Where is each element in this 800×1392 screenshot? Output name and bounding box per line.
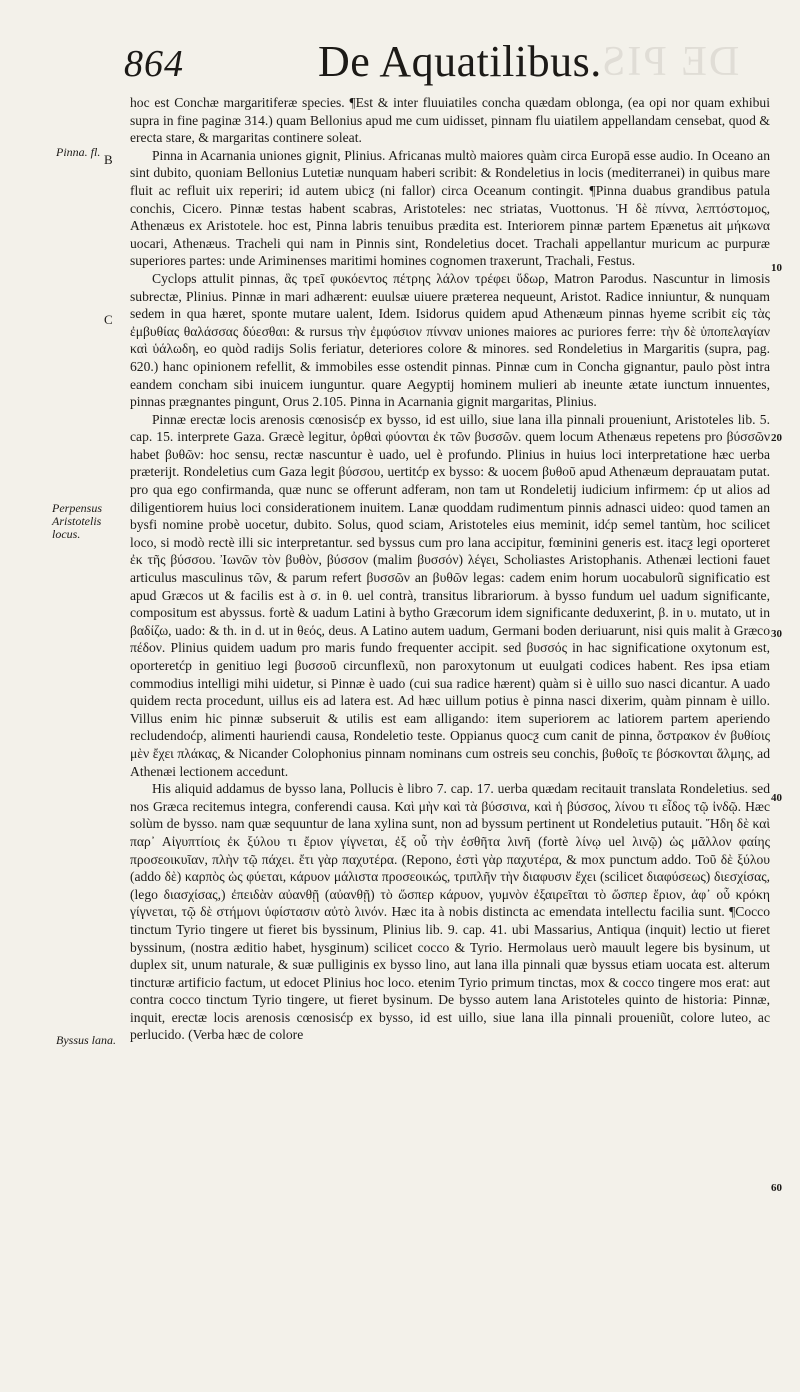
show-through-text: DE PIS (600, 39, 740, 85)
section-letter-b: B (104, 152, 113, 167)
running-title: De Aquatilibus. (318, 37, 602, 86)
margin-note-pinna: Pinna. fl. (56, 145, 101, 159)
paragraph-5: His aliquid addamus de bysso lana, Pollucis è libro 7. cap. 17. uerba quædam recitauit translata Rondeletius. sed nos Græca recitemus integra, conferendi causa. Καὶ μὴν καὶ τὰ βύσσινα, καὶ ἡ βύσσος, λίνου τι εἶδος τῷ ἰνδῷ. Hæc solùm de bysso. nam quæ sequuntur de lana xylina sunt, non ad byssum pertinent ut Rondeletius putauit. Ἤδη δὲ καὶ παρ᾽ Αἰγυπτίοις ἐκ ξύλου τι ἔριον γίγνεται, ἐξ οὗ τὴν ἐσθῆτα λινῆ (fortè λίνῳ uel λινῷ) ὡς μᾶλλον φαίης προσεοικυῖαν, πλὴν τῷ πάχει. ἔτι γὰρ παχυτέρα. (Repono, ἐστὶ γὰρ παχυτέρα, & mox punctum addo. Τοῦ δὲ ξύλου (addo δὲ) καρπὸς ὡς φύεται, κάρυον μάλιστα προσεοικώς, τριπλῆν τὴν διαφυσιν ἔχει (scilicet διαφύσεως) διεσχίσας, (lego διασχίσας,) ἐπειδὰν αὐανθῇ (αὐανθῇ) τὸ ὥσπερ κάρυον, γυμνὸν ἐξαιρεῖται τὸ ὥσπερ ἔριον, ἀφ᾽ οὗ κρόκη γίγνεται, τῷ δὲ στήμονι ὑφίστασιν αὐτὸ λινόν. Hæc ita à nobis distincta ac emendata intellectu facilia sunt. ¶Cocco tinctum Tyrio tingere ut fieret bis byssinum, Plinius lib. 9. cap. 41. ubi Massarius, Antiqua (inquit) lectio ut fieret byssinum, (nostra æditio habet, hysginum) scilicet cocco & Tyrio. Hermolaus uerò mauult legere bis bysinum, ut duplex sit, unum naturale, & suæ pulliginis ex bysso lino, aut lana illa pinnali quæ byssus etiam uocata est. alterum tincturæ artificio factum, ut edocet Plinius hoc loco. etenim Tyrio primum tinctas, mox & cocco tingere mos erat: aut contra cocco tinctum Tyrio tingere, ut fieret bysinum. De bysso autem lana Aristoteles quinto de historia: Pinnæ, inquit, erectæ locis arenosis cœnosisćp ex bysso, id est uillo, siue lana illa pinnali proueniũt, colore luteo, ac perlucido. (Verba hæc de colore (130, 781, 770, 1043)
body-text (130, 94, 770, 1044)
margin-note-byssus: Byssus lana. (56, 1033, 116, 1047)
line-number-10: 10 (771, 262, 782, 274)
line-number-20: 20 (771, 432, 782, 444)
line-number-30: 30 (771, 628, 782, 640)
paragraph-1: hoc est Conchæ margaritiferæ species. ¶Est & inter fluuiatiles concha quædam oblonga, (ea opi nor quam exhibui supra in fine paginæ 314.) quam Bellonius apud me cum uidisset, pinnam flu uiatilem appellandam censebat, quod & erecta stare, & margaritas continere soleat. (130, 95, 770, 146)
margin-note-perpensus: Perpensus Aristotelis locus. (52, 501, 102, 541)
paragraph-2: Pinna in Acarnania uniones gignit, Plinius. Africanas multò maiores quàm circa Europā esse audio. In Oceano an sint dubito, quoniam Bellonius Lutetiæ nunquam haberi scribit: & Rondeletius in locis (mediterranei) in quibus mare fluit ac refluit uix reperiri; id autem ubicƺ (ni fallor) circa Oceanum contingit. ¶Pinna duabus grandibus patula conchis, Cicero. Pinnæ testas habent scabras, Aristoteles: nec striatas, Vuottonus. Ἡ δὲ πίννα, λεπτόστομος, Athenæus ex Aristotele. hoc est, Pinna labris tenuibus prædita est. Interiorem pinnæ partem Epænetus ait μήκωνα uocari, Athenæus. Tracheli qui nam in Pinnis sint, Rondeletius docet. Trachali appellantur muricum ac purpuræ superiores partes: unde Ariminenses maritimi homines cognomen traxerunt, Trachali, Festus. (130, 147, 770, 269)
line-number-40: 40 (771, 792, 782, 804)
line-number-60: 60 (771, 1182, 782, 1194)
paragraph-3: Cyclops attulit pinnas, ἃς τρεῖ φυκόεντος πέτρης λάλον τρέφει ὕδωρ, Matron Parodus. Nascuntur in limosis subrectæ, Plinius. Pinnæ in mari adhærent: euulsæ uiuere præterea nequeunt, Aristot. Radice inniuntur, & nunquam sedem in qua hæret, sponte mutare ualent, Idem. Isidorus quidem apud Athenæum pinnas hyeme scribit εἰς τὰς ἐμβυθίας θαλάσσας δύεσθαι: & rursus τὴν ἐμφύσιον πίνναν uniones maiores ac puriores ferre: τὴν δὲ ὑποπελαγίαν καὶ ὑάλωδη, eo quòd radijs Solis feriatur, deteriores colore & minores. sed Rondeletius in Margaritis (supra, pag. 620.) hanc opinionem refellit, & immobiles esse ostendit pinnas. Pinnæ cum in Concha gignantur, paulo pòst intra eandem concham sibi inuicem iunguntur. quare Aegyptij hominem mulieri ab ineunte ætate iunctum innuentes, pinnas prægnantes pingunt, Orus 2.105. Pinna in Acarnania gignit margaritas, Plinius. (130, 270, 770, 410)
page-number: 864 (124, 43, 184, 85)
section-letter-c: C (104, 312, 113, 327)
paragraph-4: Pinnæ erectæ locis arenosis cœnosisćp ex bysso, id est uillo, siue lana illa pinnali proueniunt, Aristoteles lib. 5. cap. 15. interprete Gaza. Græcè legitur, ὀρθαὶ φύονται ἐκ τῶν βυσσῶν. quem locum Athenæus repetens pro βύσσῶν habet βυθῶν: hoc sensu, rectæ nascuntur è uado, uel è profundo. Plinius in huius loci interpretatione hæc uerba præterijt. Rondeletius cum Gaza legit βύσσου, uertitćp ex bysso: & uocem βυθοῦ apud Athenæum deprauatam putat. pro qua ego confirmanda, quæ nunc se offerunt adferam, non tam ut Rondeletij iudicium infirmem: ćp ut alios ad diligentiorem huius loci considerationem inuitem. Lanæ quoddam rudimentum pinnis adnasci uideo: quod tamen an bysfi nomine probè uocetur, dubito. Solus, quod sciam, Aristoteles eius meminit, idćp semel tantùm, hoc scilicet loco, si modò rectè illi sic interpretantur. sed byssus cum pro lana accipitur, fœminini generis est. itacƺ legi oporteret ἐκ τῆς βύσσου. Ἰωνῶν τὸν βυθὸν, βύσσον (malim βυσσόν) λέγει, Scholiastes Aristophanis. Athenæi lectioni fauet articulus masculinus τῶν, & parum refert βυσσῶν an βυθῶν legas: cadem enim horum uocabulorũ significatio est apud Græcos ut & facilis est à σ. in θ. uel contrà, transitus librariorum. à bysso fundum uel uadum significante, compositum est abyssus. fortè & uadum Latini à bytho Græcorum idem significante deduxerint, β. in υ. mutato, ut in βαδίζω, uado: & th. in d. ut in θεός, deus. A Latino autem uadum, Germani boden deriuarunt, nisi quis malit à Græco πέδον. Plinius quidem uadum pro maris fundo frequenter accipit. sed βυσσός in hac significatione oxytonum est, oporteretćp in genitiuo legi βυσσοῦ circunflexũ, non paroxytonum ut euulgati codices habent. Res ipsa etiam commodius intelligi mihi uidetur, si Pinnæ è uado (cui sua radice hærent) quàm si è uillo suo nasci dicantur. A uado quidem recta procedunt, uillus eis ad latera est. Ad hæc uillum potius è pinna nasci dixerim, quàm pinnam è uillo. Villus enim hic pinnæ subseruit & utilis est eam alligando: item superiorem ac latiorem partem aperiendo recludendoćp, alimenti hauriendi causa, Rondeletio teste. Oppianus quocƺ cum canit de pinna, ὄστρακον ἐν βυθίοις μὲν ἔχει πλάκας, & Nicander Colophonius pinnam nominans cum ostreis seu conchis, βυθοῖς τε βόσκονται ἅλμης, ad Athenæi lectionem accedunt. (130, 411, 770, 779)
